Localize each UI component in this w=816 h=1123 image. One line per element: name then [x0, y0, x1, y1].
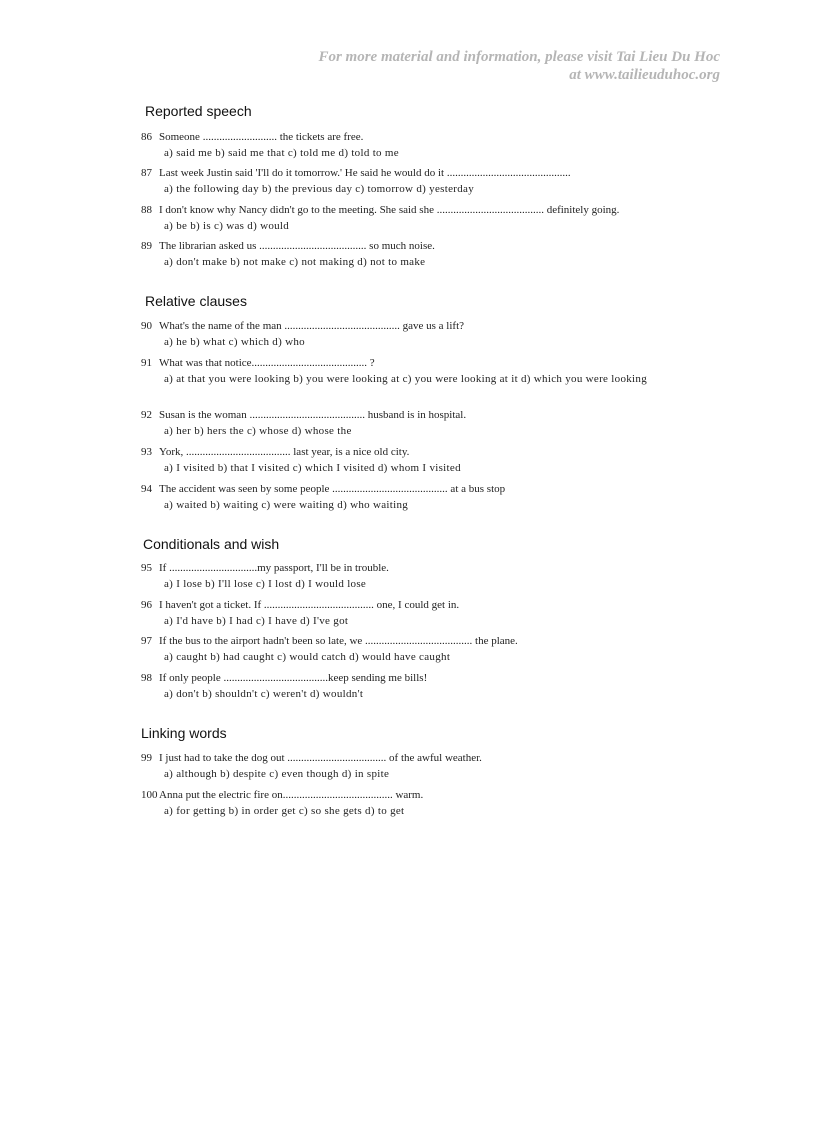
question-stem: The accident was seen by some people .......................................... at a bus stop	[159, 483, 506, 495]
section-title: Relative clauses	[145, 293, 247, 309]
question-stem: Someone ........................... the tickets are free.	[159, 131, 364, 143]
section-title: Reported speech	[145, 103, 252, 119]
question-stem: The librarian asked us ....................................... so much noise.	[159, 240, 435, 252]
section-title: Conditionals and wish	[143, 536, 280, 552]
page-header	[318, 48, 720, 84]
question-number: 98	[141, 672, 152, 684]
question-stem: Susan is the woman .......................................... husband is in hospital.	[159, 409, 467, 421]
question-stem: If ................................my passport, I'll be in trouble.	[159, 562, 389, 574]
question-options: a) caught b) had caught c) would catch d) would have caught	[164, 651, 451, 663]
question-number: 88	[141, 204, 152, 216]
question-number: 92	[141, 409, 152, 421]
question-options: a) I'd have b) I had c) I have d) I've got	[164, 615, 349, 627]
question-number: 89	[141, 240, 152, 252]
question-number: 99	[141, 752, 152, 764]
question-number: 93	[141, 446, 152, 458]
question-options: a) the following day b) the previous day c) tomorrow d) yesterday	[164, 183, 474, 195]
question-stem: What was that notice.......................................... ?	[159, 357, 375, 369]
question-options: a) her b) hers the c) whose d) whose the	[164, 425, 352, 437]
question-options: a) said me b) said me that c) told me d) told to me	[164, 147, 399, 159]
question-number: 86	[141, 131, 152, 143]
question-options: a) waited b) waiting c) were waiting d) who waiting	[164, 499, 409, 511]
question-number: 90	[141, 320, 152, 332]
question-options: a) don't b) shouldn't c) weren't d) wouldn't	[164, 688, 364, 700]
question-options: a) although b) despite c) even though d) in spite	[164, 768, 390, 780]
question-options: a) be b) is c) was d) would	[164, 220, 290, 232]
question-options: a) don't make b) not make c) not making d) not to make	[164, 256, 426, 268]
question-number: 96	[141, 599, 152, 611]
question-options: a) he b) what c) which d) who	[164, 336, 305, 348]
header-line-2: at www.tailieuduhoc.org	[569, 67, 720, 83]
question-number: 97	[141, 635, 152, 647]
question-number: 94	[141, 483, 152, 495]
question-stem: If only people ......................................keep sending me bills!	[159, 672, 428, 684]
question-number: 91	[141, 357, 152, 369]
question-options: a) I lose b) I'll lose c) I lost d) I would lose	[164, 578, 367, 590]
question-stem: York, ...................................... last year, is a nice old city.	[159, 446, 410, 458]
question-options: a) at that you were looking b) you were looking at c) you were looking at it d) which you were looking	[164, 373, 648, 385]
section-title: Linking words	[141, 725, 227, 741]
question-stem: I don't know why Nancy didn't go to the meeting. She said she ....................................... definitely going.	[159, 204, 620, 216]
question-number: 95	[141, 562, 152, 574]
question-stem: Last week Justin said 'I'll do it tomorrow.' He said he would do it .............................................	[159, 167, 571, 179]
question-options: a) I visited b) that I visited c) which I visited d) whom I visited	[164, 462, 461, 474]
question-options: a) for getting b) in order get c) so she gets d) to get	[164, 805, 405, 817]
question-stem: Anna put the electric fire on........................................ warm.	[159, 789, 424, 801]
question-stem: If the bus to the airport hadn't been so late, we ....................................... the plane.	[159, 635, 518, 647]
question-stem: I haven't got a ticket. If ........................................ one, I could get in.	[159, 599, 460, 611]
question-number: 87	[141, 167, 152, 179]
question-stem: I just had to take the dog out .................................... of the awful weather.	[159, 752, 482, 764]
header-line-1: For more material and information, please visit Tai Lieu Du Hoc	[318, 49, 720, 65]
question-number: 100	[141, 789, 158, 801]
question-stem: What's the name of the man .......................................... gave us a lift?	[159, 320, 465, 332]
